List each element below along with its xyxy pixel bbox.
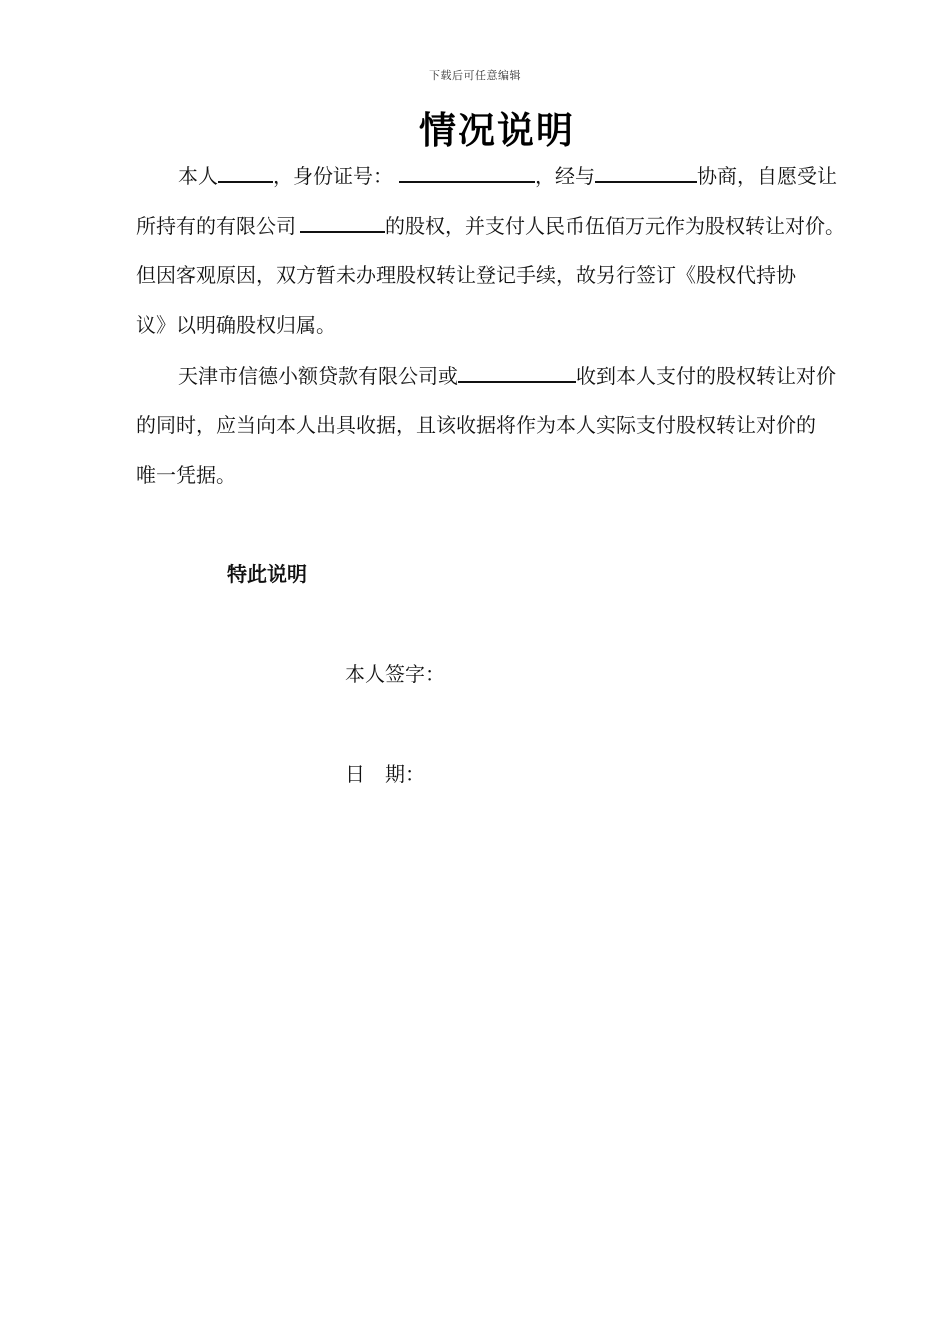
paragraph1-line4: 议》以明确股权归属。 [136, 313, 336, 337]
text-segment: 本人 [178, 164, 218, 188]
equity-percent-blank[interactable] [300, 213, 385, 233]
payee-blank[interactable] [458, 363, 576, 383]
header-note: 下载后可任意编辑 [429, 69, 521, 82]
paragraph1-line1 [178, 163, 837, 188]
text-segment: 收到本人支付的股权转让对价 [576, 364, 836, 388]
name-blank[interactable] [218, 163, 273, 183]
text-segment: 协商，自愿受让 [697, 164, 837, 188]
date-label: 日 期： [345, 762, 425, 786]
id-number-blank[interactable] [399, 163, 535, 183]
text-segment: 天津市信德小额贷款有限公司或 [178, 364, 458, 388]
paragraph1-line2 [136, 213, 845, 238]
text-segment: ，经与 [535, 164, 595, 188]
text-segment: ，身份证号： [273, 164, 393, 188]
document-title: 情况说明 [419, 109, 575, 152]
paragraph2-line3: 唯一凭据。 [136, 463, 236, 487]
signature-label: 本人签字： [345, 662, 445, 686]
paragraph1-line3: 但因客观原因，双方暂未办理股权转让登记手续，故另行签订《股权代持协 [136, 263, 796, 287]
paragraph2-line1 [178, 363, 836, 388]
party-name-blank[interactable] [595, 163, 697, 183]
text-segment: 的股权，并支付人民币伍佰万元作为股权转让对价。 [385, 214, 845, 238]
paragraph2-line2: 的同时，应当向本人出具收据，且该收据将作为本人实际支付股权转让对价的 [136, 413, 816, 437]
text-segment: 所持有的有限公司 [136, 214, 296, 238]
closing-statement: 特此说明 [227, 562, 307, 586]
